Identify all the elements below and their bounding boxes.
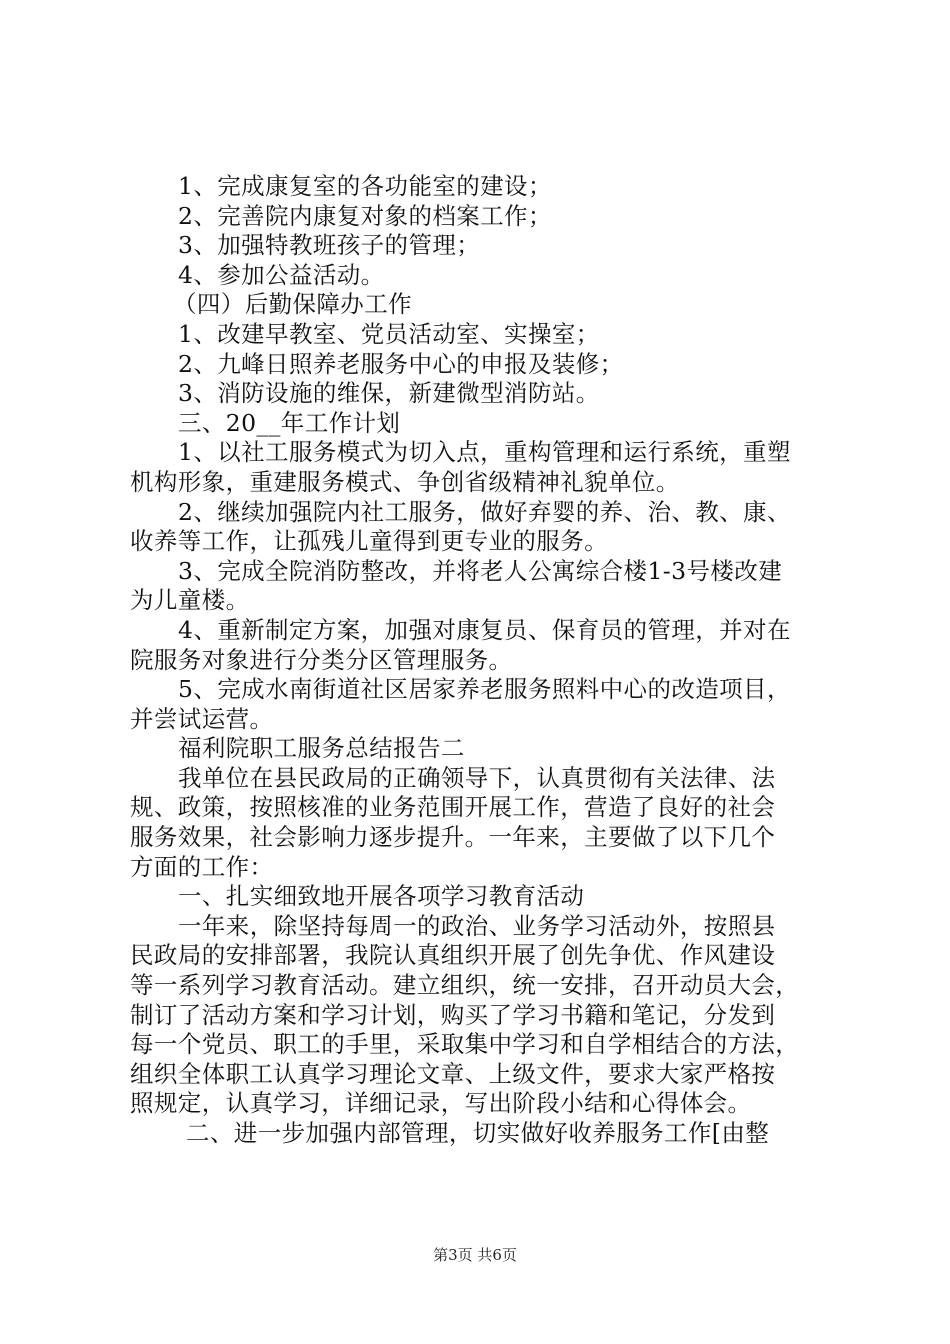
- page-number: 第3页 共6页: [433, 1246, 517, 1264]
- text-line: 机构形象，重建服务模式、争创省级精神礼貌单位。: [130, 467, 680, 496]
- document-body: [130, 172, 830, 1149]
- section-heading: 一、扎实细致地开展各项学习教育活动: [178, 882, 585, 911]
- text-line: 等一系列学习教育活动。建立组织，统一安排，召开动员大会，: [130, 971, 800, 1000]
- text-line: 1、以社工服务模式为切入点，重构管理和运行系统，重塑: [178, 438, 791, 467]
- text-line: 4、参加公益活动。: [178, 260, 385, 289]
- text-line: 2、九峰日照养老服务中心的申报及装修；: [178, 349, 624, 378]
- text-line: 规、政策，按照核准的业务范围开展工作，营造了良好的社会: [130, 793, 776, 822]
- text-line: 民政局的安排部署，我院认真组织开展了创先争优、作风建设: [130, 941, 776, 970]
- text-line: 一年来，除坚持每周一的政治、业务学习活动外，按照县: [178, 911, 776, 940]
- section-heading: （四）后勤保障办工作: [173, 290, 412, 319]
- report-title: 福利院职工服务总结报告二: [178, 734, 465, 763]
- text-line: 1、完成康复室的各功能室的建设；: [178, 172, 552, 200]
- text-line: 5、完成水南街道社区居家养老服务照料中心的改造项目，: [178, 675, 791, 704]
- text-line: 每一个党员、职工的手里，采取集中学习和自学相结合的方法，: [130, 1030, 800, 1059]
- text-line: 制订了活动方案和学习计划，购买了学习书籍和笔记，分发到: [130, 1000, 776, 1029]
- section-heading: 二、进一步加强内部管理，切实做好收养服务工作[由整: [186, 1119, 770, 1147]
- text-line: 2、完善院内康复对象的档案工作；: [178, 201, 552, 230]
- text-line: 2、继续加强院内社工服务，做好弃婴的养、治、教、康、: [178, 497, 791, 526]
- section-heading: 三、20__年工作计划: [178, 408, 401, 437]
- text-line: 组织全体职工认真学习理论文章、上级文件，要求大家严格按: [130, 1059, 776, 1088]
- text-line: 收养等工作，让孤残儿童得到更专业的服务。: [130, 527, 608, 556]
- text-line: 院服务对象进行分类分区管理服务。: [130, 645, 513, 674]
- text-line: 4、重新制定方案，加强对康复员、保育员的管理，并对在: [178, 615, 791, 644]
- text-line: 服务效果，社会影响力逐步提升。一年来，主要做了以下几个: [130, 823, 776, 852]
- text-line: 我单位在县民政局的正确领导下，认真贯彻有关法律、法: [178, 763, 776, 792]
- text-line: 3、完成全院消防整改，并将老人公寓综合楼1-3号楼改建: [178, 556, 783, 585]
- text-line: 照规定，认真学习，详细记录，写出阶段小结和心得体会。: [130, 1089, 752, 1118]
- text-line: 3、消防设施的维保，新建微型消防站。: [178, 379, 600, 408]
- text-line: 并尝试运营。: [130, 704, 274, 733]
- text-line: 3、加强特教班孩子的管理；: [178, 231, 481, 260]
- text-line: 为儿童楼。: [130, 586, 250, 615]
- text-line: 方面的工作：: [130, 852, 274, 881]
- text-line: 1、改建早教室、党员活动室、实操室；: [178, 319, 600, 348]
